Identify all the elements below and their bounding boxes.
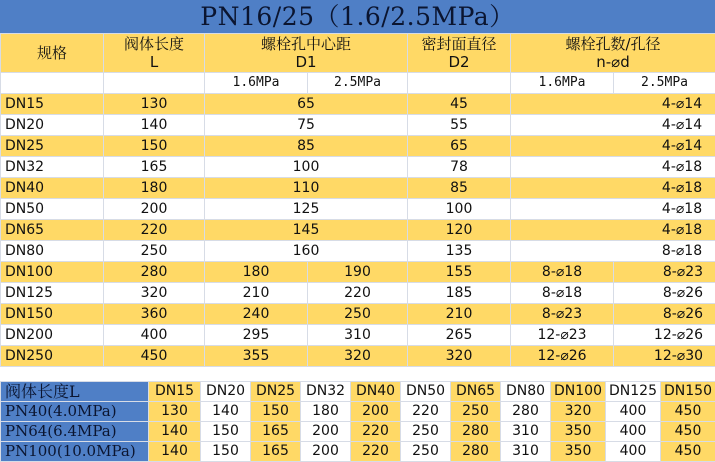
dn-column-header: DN65 xyxy=(451,382,501,402)
length-table-label: 阀体长度L xyxy=(1,382,149,402)
length-value-cell: 400 xyxy=(606,422,661,442)
length-value-cell: 140 xyxy=(201,402,251,422)
table-row xyxy=(1,442,715,462)
table-row xyxy=(1,304,715,325)
length-value-cell: 280 xyxy=(451,442,501,462)
length-cell: 360 xyxy=(104,304,205,325)
length-value-cell: 220 xyxy=(351,442,401,462)
length-value-cell: 320 xyxy=(551,402,606,422)
n-pressure-16: 1.6MPa xyxy=(511,73,614,94)
length-cell: 200 xyxy=(104,199,205,220)
dn-column-header: DN100 xyxy=(551,382,606,402)
length-value-cell: 130 xyxy=(149,402,201,422)
length-cell: 180 xyxy=(104,178,205,199)
bolt-center-cell: 110 xyxy=(205,178,408,199)
dn-column-header: DN15 xyxy=(149,382,201,402)
bolt-holes-16-cell: 8-⌀18 xyxy=(511,262,614,283)
bolt-holes-25-cell: 12-⌀26 xyxy=(614,325,715,346)
length-cell: 280 xyxy=(104,262,205,283)
valve-length-table xyxy=(0,381,715,462)
flange-spec-table xyxy=(0,33,715,367)
n-pressure-25: 2.5MPa xyxy=(614,73,715,94)
spec-cell: DN25 xyxy=(1,136,104,157)
seal-diameter-cell: 100 xyxy=(408,199,511,220)
length-cell: 165 xyxy=(104,157,205,178)
bolt-center-25-cell: 220 xyxy=(308,283,408,304)
bolt-center-cell: 75 xyxy=(205,115,408,136)
bolt-center-cell: 125 xyxy=(205,199,408,220)
seal-diameter-cell: 45 xyxy=(408,94,511,115)
length-value-cell: 350 xyxy=(551,422,606,442)
length-cell: 400 xyxy=(104,325,205,346)
length-cell: 150 xyxy=(104,136,205,157)
length-value-cell: 450 xyxy=(661,402,715,422)
bolt-holes-cell: 4-⌀18 xyxy=(511,220,715,241)
length-value-cell: 150 xyxy=(201,422,251,442)
pressure-label: PN40(4.0MPa) xyxy=(1,402,149,422)
seal-diameter-cell: 185 xyxy=(408,283,511,304)
bolt-center-16-cell: 355 xyxy=(205,346,308,367)
bolt-holes-16-cell: 12-⌀26 xyxy=(511,346,614,367)
spec-cell: DN100 xyxy=(1,262,104,283)
spec-cell: DN20 xyxy=(1,115,104,136)
merged-rows xyxy=(1,94,715,262)
length-value-cell: 310 xyxy=(501,442,551,462)
table-row xyxy=(1,157,715,178)
bolt-holes-cell: 4-⌀18 xyxy=(511,157,715,178)
length-cell: 320 xyxy=(104,283,205,304)
length-value-cell: 400 xyxy=(606,402,661,422)
length-value-cell: 450 xyxy=(661,422,715,442)
seal-diameter-cell: 155 xyxy=(408,262,511,283)
bolt-holes-cell: 4-⌀18 xyxy=(511,178,715,199)
spec-cell: DN40 xyxy=(1,178,104,199)
dn-column-header: DN125 xyxy=(606,382,661,402)
seal-diameter-cell: 55 xyxy=(408,115,511,136)
table-row xyxy=(1,283,715,304)
table-row xyxy=(1,262,715,283)
table-row xyxy=(1,136,715,157)
spec-cell: DN15 xyxy=(1,94,104,115)
bolt-center-16-cell: 295 xyxy=(205,325,308,346)
dn-column-header: DN50 xyxy=(401,382,451,402)
length-value-cell: 150 xyxy=(201,442,251,462)
length-value-cell: 310 xyxy=(501,422,551,442)
dn-column-header: DN32 xyxy=(301,382,351,402)
length-cell: 130 xyxy=(104,94,205,115)
length-value-cell: 200 xyxy=(301,442,351,462)
bolt-center-16-cell: 180 xyxy=(205,262,308,283)
length-value-cell: 165 xyxy=(251,422,301,442)
bolt-center-cell: 160 xyxy=(205,241,408,262)
bolt-holes-16-cell: 8-⌀18 xyxy=(511,283,614,304)
bolt-holes-cell: 8-⌀18 xyxy=(511,241,715,262)
length-value-cell: 140 xyxy=(149,422,201,442)
length-value-cell: 250 xyxy=(401,442,451,462)
bolt-holes-cell: 4-⌀14 xyxy=(511,136,715,157)
length-value-cell: 450 xyxy=(661,442,715,462)
length-header-row xyxy=(1,382,715,402)
length-value-cell: 140 xyxy=(149,442,201,462)
table-row xyxy=(1,402,715,422)
table-row xyxy=(1,115,715,136)
table-row xyxy=(1,178,715,199)
bolt-holes-cell: 4-⌀14 xyxy=(511,94,715,115)
bolt-center-cell: 85 xyxy=(205,136,408,157)
spec-cell: DN125 xyxy=(1,283,104,304)
bolt-center-cell: 100 xyxy=(205,157,408,178)
length-value-cell: 150 xyxy=(251,402,301,422)
length-value-cell: 200 xyxy=(301,422,351,442)
bolt-holes-16-cell: 8-⌀23 xyxy=(511,304,614,325)
seal-diameter-cell: 120 xyxy=(408,220,511,241)
bolt-center-16-cell: 210 xyxy=(205,283,308,304)
length-value-cell: 250 xyxy=(401,422,451,442)
seal-diameter-header: 密封面直径 D2 xyxy=(408,34,511,73)
length-value-cell: 220 xyxy=(351,422,401,442)
dn-column-header: DN25 xyxy=(251,382,301,402)
dn-column-header: DN80 xyxy=(501,382,551,402)
spec-cell: DN80 xyxy=(1,241,104,262)
length-value-cell: 400 xyxy=(606,442,661,462)
bolt-center-25-cell: 190 xyxy=(308,262,408,283)
bolt-holes-25-cell: 8-⌀23 xyxy=(614,262,715,283)
spec-cell: DN65 xyxy=(1,220,104,241)
seal-diameter-cell: 210 xyxy=(408,304,511,325)
length-cell: 250 xyxy=(104,241,205,262)
dn-column-header: DN40 xyxy=(351,382,401,402)
spec-cell: DN50 xyxy=(1,199,104,220)
d1-pressure-16: 1.6MPa xyxy=(205,73,308,94)
table-row xyxy=(1,325,715,346)
table-row xyxy=(1,199,715,220)
length-cell: 450 xyxy=(104,346,205,367)
bolt-holes-cell: 4-⌀14 xyxy=(511,115,715,136)
bolt-holes-header: 螺栓孔数/孔径 n-⌀d xyxy=(511,34,715,73)
seal-diameter-cell: 320 xyxy=(408,346,511,367)
length-header: 阀体长度 L xyxy=(104,34,205,73)
bolt-center-25-cell: 310 xyxy=(308,325,408,346)
bolt-holes-25-cell: 12-⌀30 xyxy=(614,346,715,367)
page-title: PN16/25（1.6/2.5MPa） xyxy=(0,0,715,33)
length-value-cell: 280 xyxy=(451,422,501,442)
length-value-cell: 200 xyxy=(351,402,401,422)
spec-cell: DN150 xyxy=(1,304,104,325)
pressure-label: PN64(6.4MPa) xyxy=(1,422,149,442)
seal-diameter-cell: 265 xyxy=(408,325,511,346)
seal-diameter-cell: 65 xyxy=(408,136,511,157)
spec-header: 规格 xyxy=(1,34,104,73)
length-cell: 140 xyxy=(104,115,205,136)
spec-cell: DN250 xyxy=(1,346,104,367)
length-value-cell: 220 xyxy=(401,402,451,422)
table-row xyxy=(1,422,715,442)
spec-cell: DN32 xyxy=(1,157,104,178)
bolt-center-cell: 145 xyxy=(205,220,408,241)
bolt-holes-cell: 4-⌀18 xyxy=(511,199,715,220)
table-row xyxy=(1,346,715,367)
table-row xyxy=(1,94,715,115)
dn-column-header: DN150 xyxy=(661,382,715,402)
seal-diameter-cell: 135 xyxy=(408,241,511,262)
table-row xyxy=(1,241,715,262)
length-value-cell: 165 xyxy=(251,442,301,462)
bolt-center-16-cell: 240 xyxy=(205,304,308,325)
bolt-center-cell: 65 xyxy=(205,94,408,115)
pressure-subheader-row xyxy=(1,73,715,94)
seal-diameter-cell: 85 xyxy=(408,178,511,199)
d1-pressure-25: 2.5MPa xyxy=(308,73,408,94)
seal-diameter-cell: 78 xyxy=(408,157,511,178)
length-cell: 220 xyxy=(104,220,205,241)
split-rows xyxy=(1,262,715,367)
length-value-cell: 280 xyxy=(501,402,551,422)
table-row xyxy=(1,220,715,241)
bolt-holes-25-cell: 8-⌀26 xyxy=(614,283,715,304)
dn-column-header: DN20 xyxy=(201,382,251,402)
pressure-label: PN100(10.0MPa) xyxy=(1,442,149,462)
bolt-center-25-cell: 320 xyxy=(308,346,408,367)
length-value-cell: 250 xyxy=(451,402,501,422)
length-value-cell: 180 xyxy=(301,402,351,422)
header-row xyxy=(1,34,715,73)
bolt-holes-25-cell: 8-⌀26 xyxy=(614,304,715,325)
length-value-cell: 350 xyxy=(551,442,606,462)
bolt-center-header: 螺栓孔中心距 D1 xyxy=(205,34,408,73)
bolt-center-25-cell: 250 xyxy=(308,304,408,325)
spec-cell: DN200 xyxy=(1,325,104,346)
bolt-holes-16-cell: 12-⌀23 xyxy=(511,325,614,346)
